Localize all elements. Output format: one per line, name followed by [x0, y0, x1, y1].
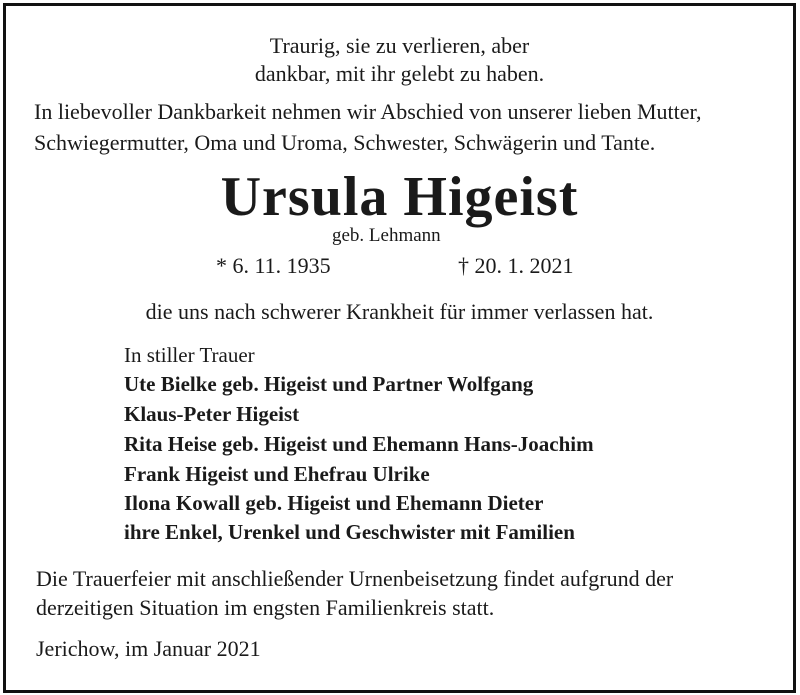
mourners-heading: In stiller Trauer [124, 343, 255, 367]
place-date: Jerichow, im Januar 2021 [36, 636, 261, 661]
funeral-note-line-1: Die Trauerfeier mit anschließender Urnenbeisetzung findet aufgrund der [36, 566, 674, 591]
intro-line-1: In liebevoller Dankbarkeit nehmen wir Abschied von unserer lieben Mutter, [34, 99, 702, 124]
mourner-3: Rita Heise geb. Higeist und Ehemann Hans-Joachim [124, 432, 594, 456]
mourner-6: ihre Enkel, Urenkel und Geschwister mit Familien [124, 520, 575, 544]
mourner-1: Ute Bielke geb. Higeist und Partner Wolfgang [124, 372, 534, 396]
closing-line: die uns nach schwerer Krankheit für immer verlassen hat. [145, 299, 654, 324]
deceased-name: Ursula Higeist [220, 166, 579, 228]
mourner-2: Klaus-Peter Higeist [124, 402, 300, 426]
maiden-name: geb. Lehmann [332, 225, 441, 246]
mourner-5: Ilona Kowall geb. Higeist und Ehemann Dieter [124, 491, 544, 515]
birth-date: * 6. 11. 1935 [216, 253, 331, 278]
death-date: † 20. 1. 2021 [458, 253, 574, 278]
motto-line-1: Traurig, sie zu verlieren, aber [269, 33, 530, 58]
mourner-4: Frank Higeist und Ehefrau Ulrike [124, 462, 430, 486]
motto-line-2: dankbar, mit ihr gelebt zu haben. [254, 61, 545, 86]
intro-line-2: Schwiegermutter, Oma und Uroma, Schwester, Schwägerin und Tante. [34, 130, 656, 155]
obituary-notice [3, 3, 796, 693]
funeral-note-line-2: derzeitigen Situation im engsten Familienkreis statt. [36, 595, 495, 620]
